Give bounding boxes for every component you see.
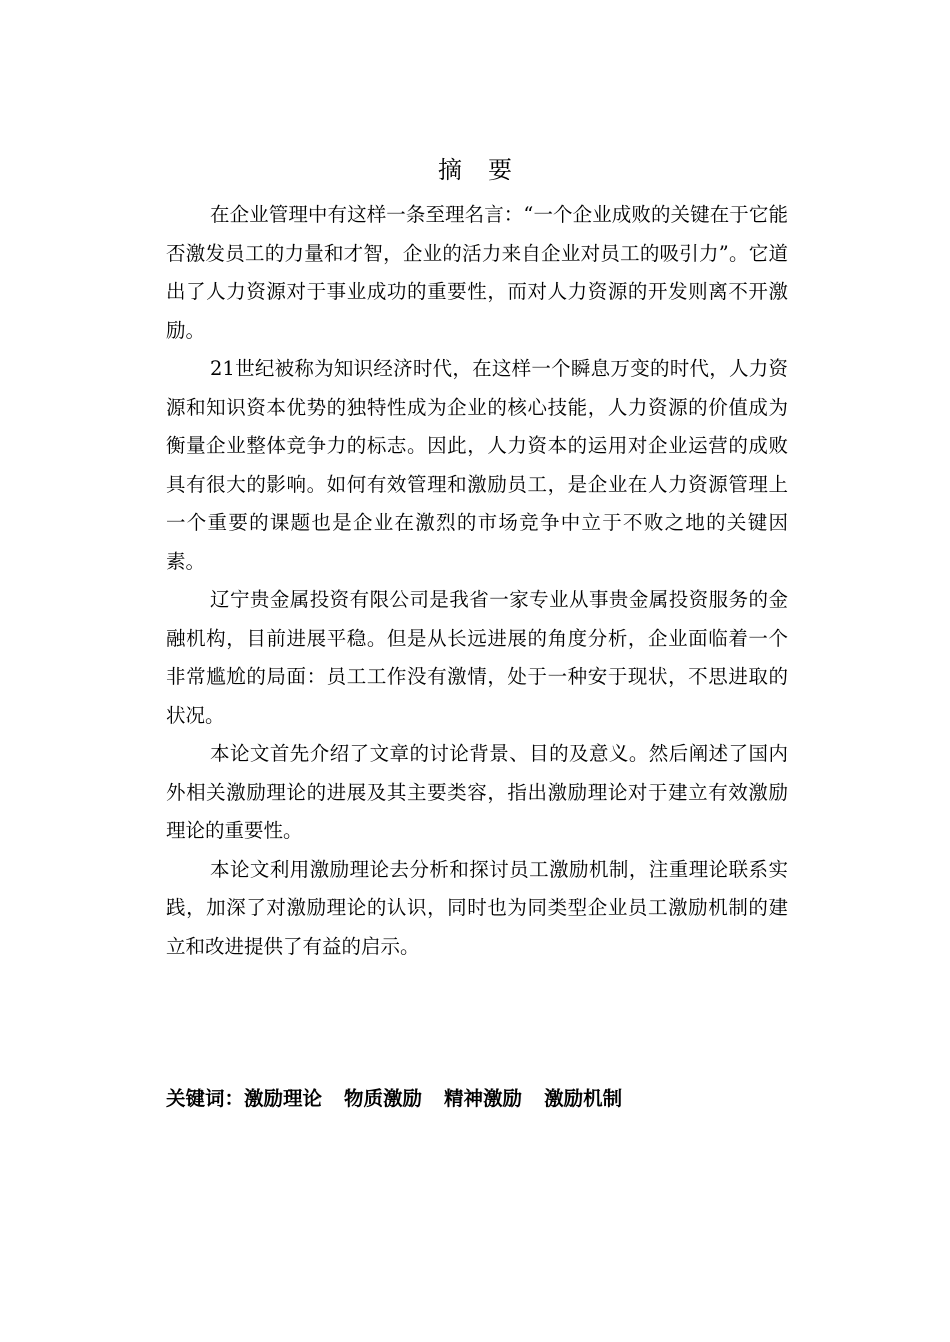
abstract-title: 摘要	[438, 156, 538, 184]
abstract-paragraph-5: 本论文利用激励理论去分析和探讨员工激励机制，注重理论联系实践，加深了对激励理论的认识，同时也为同类型企业员工激励机制的建立和改进提供了有益的启示。	[166, 857, 788, 958]
keyword-1: 激励理论	[244, 1087, 323, 1110]
keyword-2: 物质激励	[344, 1087, 423, 1110]
keyword-4: 激励机制	[544, 1087, 623, 1110]
keywords-line	[166, 1080, 644, 1118]
abstract-paragraph-3: 辽宁贵金属投资有限公司是我省一家专业从事贵金属投资服务的金融机构，目前进展平稳。但是从长远进展的角度分析，企业面临着一个非常尴尬的局面：员工工作没有激情，处于一种安于现状，不思进取的状况。	[166, 588, 788, 727]
abstract-paragraph-1: 在企业管理中有这样一条至理名言：“一个企业成败的关键在于它能否激发员工的力量和才智，企业的活力来自企业对员工的吸引力”。它道出了人力资源对于事业成功的重要性，而对人力资源的开发则离不开激励。	[166, 203, 788, 342]
abstract-paragraph-4: 本论文首先介绍了文章的讨论背景、目的及意义。然后阐述了国内外相关激励理论的进展及其主要类容，指出激励理论对于建立有效激励理论的重要性。	[166, 742, 788, 842]
keywords-label: 关键词：	[166, 1087, 245, 1110]
abstract-paragraph-2: 21世纪被称为知识经济时代，在这样一个瞬息万变的时代，人力资源和知识资本优势的独特性成为企业的核心技能，人力资源的价值成为衡量企业整体竞争力的标志。因此，人力资本的运用对企业运营的成败具有很大的影响。如何有效管理和激励员工，是企业在人力资源管理上一个重要的课题也是企业在激烈的市场竞争中立于不败之地的关键因素。	[166, 357, 788, 573]
keyword-3: 精神激励	[444, 1087, 523, 1110]
abstract-body	[166, 196, 788, 966]
